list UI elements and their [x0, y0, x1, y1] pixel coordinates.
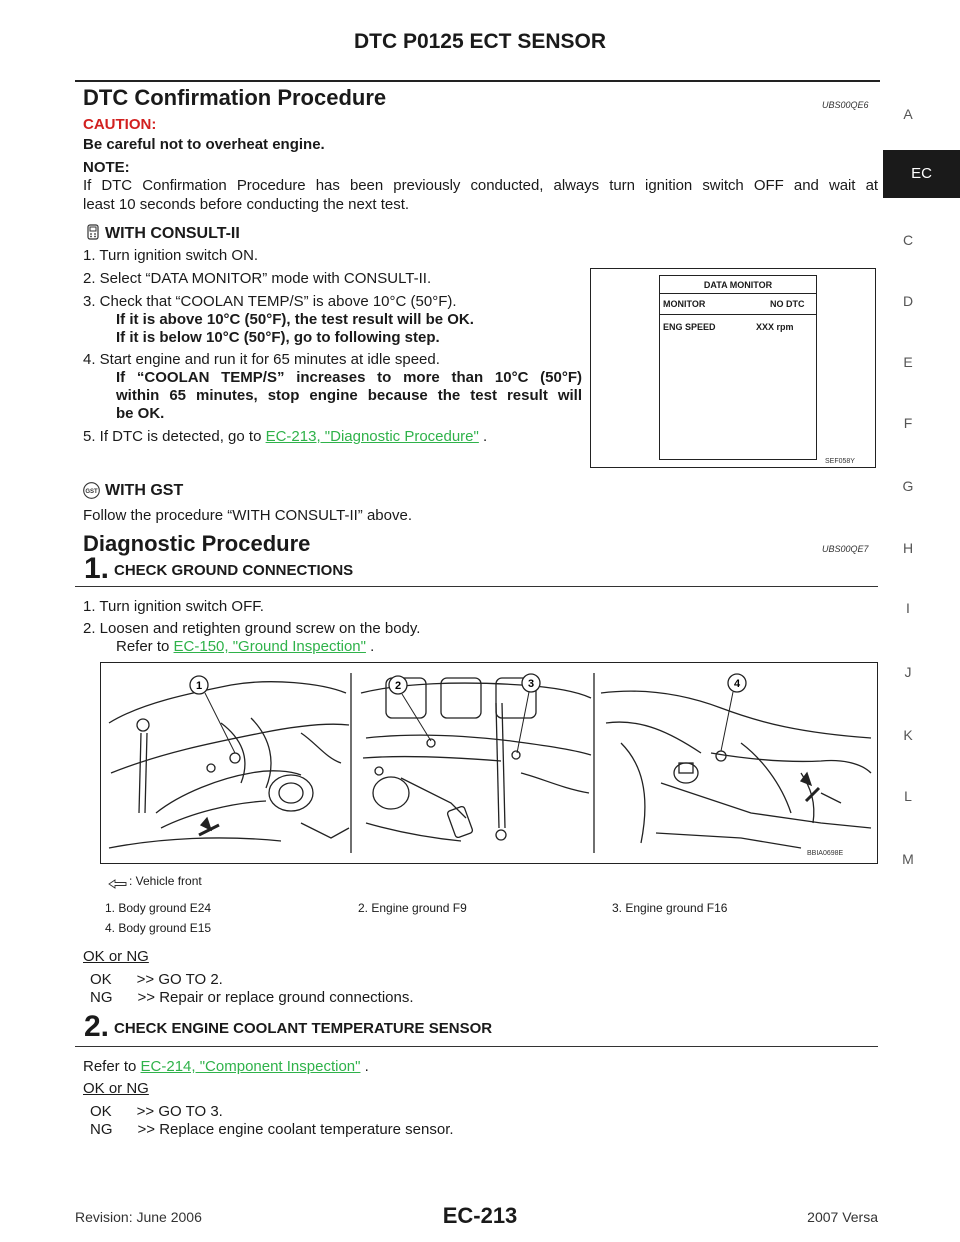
- section-title-diagnostic: Diagnostic Procedure: [83, 531, 311, 556]
- step1-line-2: 2. Loosen and retighten ground screw on the body.: [83, 620, 421, 637]
- step-4-line-3: be OK.: [116, 405, 165, 422]
- monitor-row-value: XXX rpm: [756, 322, 794, 332]
- ok-ng-label-1: OK or NG: [83, 948, 149, 965]
- caution-text: Be careful not to overheat engine.: [83, 136, 325, 153]
- monitor-row-label: ENG SPEED: [663, 322, 716, 332]
- gst-text: Follow the procedure “WITH CONSULT-II” above.: [83, 507, 412, 524]
- sidebar-letter-m[interactable]: M: [902, 851, 914, 867]
- component-inspection-link[interactable]: EC-214, "Component Inspection": [140, 1058, 361, 1075]
- step1-line-3: [116, 637, 374, 656]
- sidebar-tab-ec[interactable]: EC: [883, 150, 960, 198]
- ng-result-2: NG >> Replace engine coolant temperature sensor.: [90, 1121, 454, 1138]
- sidebar-letter-h[interactable]: H: [902, 540, 914, 556]
- section-code-diagnostic: UBS00QE7: [822, 544, 869, 554]
- sidebar-letter-a[interactable]: A: [903, 106, 913, 122]
- sidebar-letter-e[interactable]: E: [903, 354, 913, 370]
- step-title-2: CHECK ENGINE COOLANT TEMPERATURE SENSOR: [114, 1020, 493, 1037]
- legend-item-4: 4. Body ground E15: [105, 921, 212, 935]
- step2-refer-end: .: [360, 1058, 369, 1075]
- step-5-end: .: [478, 428, 488, 445]
- monitor-col-label: MONITOR: [663, 299, 706, 309]
- sidebar-letter-i[interactable]: I: [906, 600, 910, 616]
- section-code: UBS00QE6: [822, 100, 869, 110]
- callout-2: 2: [394, 680, 402, 692]
- engine-illustration: [101, 663, 876, 862]
- data-monitor-figure: [590, 268, 876, 468]
- vehicle-front-arrow-icon: [108, 876, 128, 886]
- step-4: 4. Start engine and run it for 65 minutes at idle speed.: [83, 351, 440, 368]
- monitor-title: DATA MONITOR: [703, 280, 773, 290]
- step-number-2: 2.: [84, 1010, 110, 1043]
- consult-icon: [86, 224, 100, 240]
- callout-1: 1: [195, 680, 203, 692]
- note-label: NOTE:: [83, 159, 130, 176]
- step-1: 1. Turn ignition switch ON.: [83, 247, 259, 264]
- sidebar-letter-l[interactable]: L: [904, 788, 912, 804]
- legend-vehicle-front: : Vehicle front: [129, 874, 202, 888]
- callout-3: 3: [527, 678, 535, 690]
- step-rule-2: [75, 1046, 878, 1047]
- step-2: 2. Select “DATA MONITOR” mode with CONSULT-II.: [83, 270, 432, 287]
- monitor-divider-top: [660, 293, 816, 294]
- ok-result-2: OK >> GO TO 3.: [90, 1103, 223, 1120]
- step2-refer-text: Refer to: [83, 1058, 141, 1075]
- monitor-divider-bottom: [660, 314, 816, 315]
- section-title-confirmation: DTC Confirmation Procedure: [83, 85, 387, 110]
- sidebar-letter-j[interactable]: J: [904, 664, 912, 680]
- legend-item-1: 1. Body ground E24: [105, 901, 212, 915]
- ground-inspection-link[interactable]: EC-150, "Ground Inspection": [173, 638, 366, 655]
- header-rule: [75, 80, 880, 82]
- sidebar-letter-d[interactable]: D: [902, 293, 914, 309]
- monitor-col-status: NO DTC: [770, 299, 805, 309]
- note-text-line2: least 10 seconds before conducting the next test.: [83, 196, 410, 213]
- figure-id: SEF058Y: [825, 458, 855, 465]
- sidebar-letter-c[interactable]: C: [902, 232, 914, 248]
- gst-icon: [83, 482, 100, 499]
- legend-item-3: 3. Engine ground F16: [612, 901, 728, 915]
- step1-refer-end: .: [365, 638, 375, 655]
- ok-ng-label-2: OK or NG: [83, 1080, 149, 1097]
- gst-icon-label: GST: [85, 489, 98, 495]
- footer-model: 2007 Versa: [807, 1209, 878, 1225]
- sidebar-letter-k[interactable]: K: [903, 727, 913, 743]
- step-rule-1: [75, 586, 878, 587]
- ng-result-1: NG >> Repair or replace ground connections.: [90, 989, 414, 1006]
- step-4-line-2: within 65 minutes, stop engine because the test result will: [116, 387, 582, 404]
- step2-refer: [83, 1057, 369, 1076]
- note-text-line1: If DTC Confirmation Procedure has been previously conducted, always turn ignition switch OFF and wait at: [83, 177, 878, 194]
- gst-heading: WITH GST: [105, 482, 184, 499]
- callout-4: 4: [733, 678, 741, 690]
- legend-item-2: 2. Engine ground F9: [358, 901, 467, 915]
- page-title: DTC P0125 ECT SENSOR: [353, 30, 607, 53]
- footer-page-number: EC-213: [442, 1203, 518, 1228]
- diagnostic-procedure-link[interactable]: EC-213, "Diagnostic Procedure": [265, 428, 479, 445]
- step1-line-1: 1. Turn ignition switch OFF.: [83, 598, 264, 615]
- ground-figure-id: BBIA0698E: [807, 850, 844, 857]
- step-4-line-1: If “COOLAN TEMP/S” increases to more than 10°C (50°F): [116, 369, 582, 386]
- step-5: [83, 427, 487, 446]
- sidebar-letter-g[interactable]: G: [902, 478, 914, 494]
- monitor-screen: [659, 275, 817, 460]
- step1-refer-text: Refer to: [116, 638, 174, 655]
- step-3-line-2: If it is below 10°C (50°F), go to following step.: [116, 329, 440, 346]
- caution-label: CAUTION:: [83, 116, 157, 133]
- ok-result-1: OK >> GO TO 2.: [90, 971, 223, 988]
- footer-revision: Revision: June 2006: [75, 1209, 202, 1225]
- step-3: 3. Check that “COOLAN TEMP/S” is above 10°C (50°F).: [83, 293, 457, 310]
- step-5-text: 5. If DTC is detected, go to: [83, 428, 266, 445]
- step-number-1: 1.: [84, 552, 110, 585]
- step-3-line-1: If it is above 10°C (50°F), the test result will be OK.: [116, 311, 474, 328]
- consult-heading: WITH CONSULT-II: [105, 225, 240, 242]
- ground-figure: [100, 662, 878, 864]
- step-title-1: CHECK GROUND CONNECTIONS: [114, 562, 354, 579]
- sidebar-letter-f[interactable]: F: [903, 415, 913, 431]
